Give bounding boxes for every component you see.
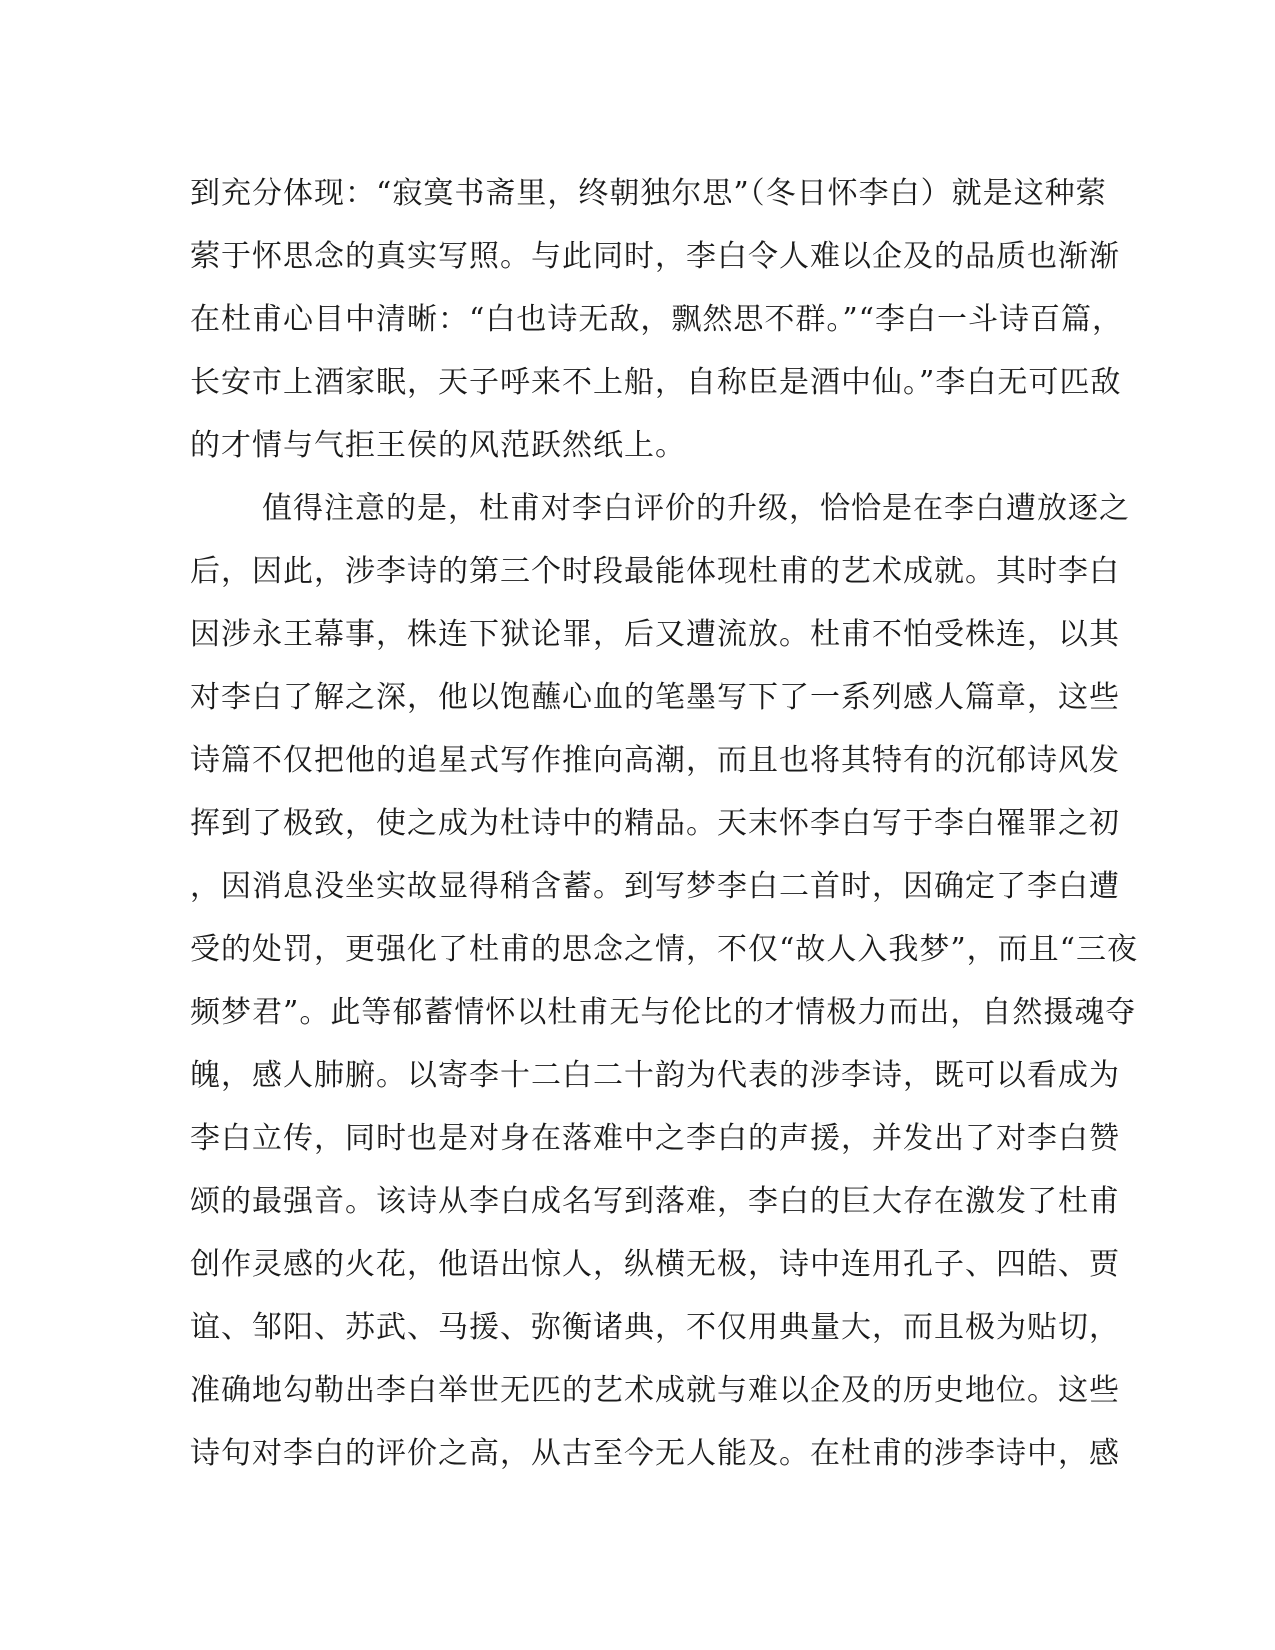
body-text <box>190 162 1139 1485</box>
paragraph-first-line: 值得注意的是，杜甫对李白评价的升级，恰恰是在李白遭放逐之 <box>262 491 1130 526</box>
text-line: 颂的最强音。该诗从李白成名写到落难，李白的巨大存在激发了杜甫 <box>190 1184 1120 1219</box>
text-line: 诗篇不仅把他的追星式写作推向高潮，而且也将其特有的沉郁诗风发 <box>190 743 1120 778</box>
text-line: 诗句对李白的评价之高，从古至今无人能及。在杜甫的涉李诗中，感 <box>190 1436 1120 1471</box>
text-line: 挥到了极致，使之成为杜诗中的精品。天末怀李白写于李白罹罪之初 <box>190 806 1120 841</box>
text-line: 的才情与气拒王侯的风范跃然纸上。 <box>190 428 686 463</box>
text-line: ，因消息没坐实故显得稍含蓄。到写梦李白二首时，因确定了李白遭 <box>190 869 1120 904</box>
text-line: 在杜甫心目中清晰：“白也诗无敌，飘然思不群。”“李白一斗诗百篇， <box>190 302 1124 337</box>
text-line: 后，因此，涉李诗的第三个时段最能体现杜甫的艺术成就。其时李白 <box>190 554 1120 589</box>
text-line: 李白立传，同时也是对身在落难中之李白的声援，并发出了对李白赞 <box>190 1121 1120 1156</box>
text-line: 萦于怀思念的真实写照。与此同时，李白令人难以企及的品质也渐渐 <box>190 239 1120 274</box>
text-line: 长安市上酒家眠，天子呼来不上船，自称臣是酒中仙。”李白无可匹敌 <box>190 365 1122 400</box>
text-line: 创作灵感的火花，他语出惊人，纵横无极，诗中连用孔子、四皓、贾 <box>190 1247 1120 1282</box>
text-line: 谊、邹阳、苏武、马援、弥衡诸典，不仅用典量大，而且极为贴切， <box>190 1310 1120 1345</box>
text-line: 频梦君”。此等郁蓄情怀以杜甫无与伦比的才情极力而出，自然摄魂夺 <box>190 995 1137 1030</box>
text-line: 魄，感人肺腑。以寄李十二白二十韵为代表的涉李诗，既可以看成为 <box>190 1058 1120 1093</box>
text-line: 对李白了解之深，他以饱蘸心血的笔墨写下了一系列感人篇章，这些 <box>190 680 1120 715</box>
text-line: 受的处罚，更强化了杜甫的思念之情，不仅“故人入我梦”，而且“三夜 <box>190 932 1139 967</box>
text-line: 准确地勾勒出李白举世无匹的艺术成就与难以企及的历史地位。这些 <box>190 1373 1120 1408</box>
text-line: 到充分体现：“寂寞书斋里，终朝独尔思”（冬日怀李白）就是这种萦 <box>190 176 1107 211</box>
text-line: 因涉永王幕事，株连下狱论罪，后又遭流放。杜甫不怕受株连，以其 <box>190 617 1120 652</box>
